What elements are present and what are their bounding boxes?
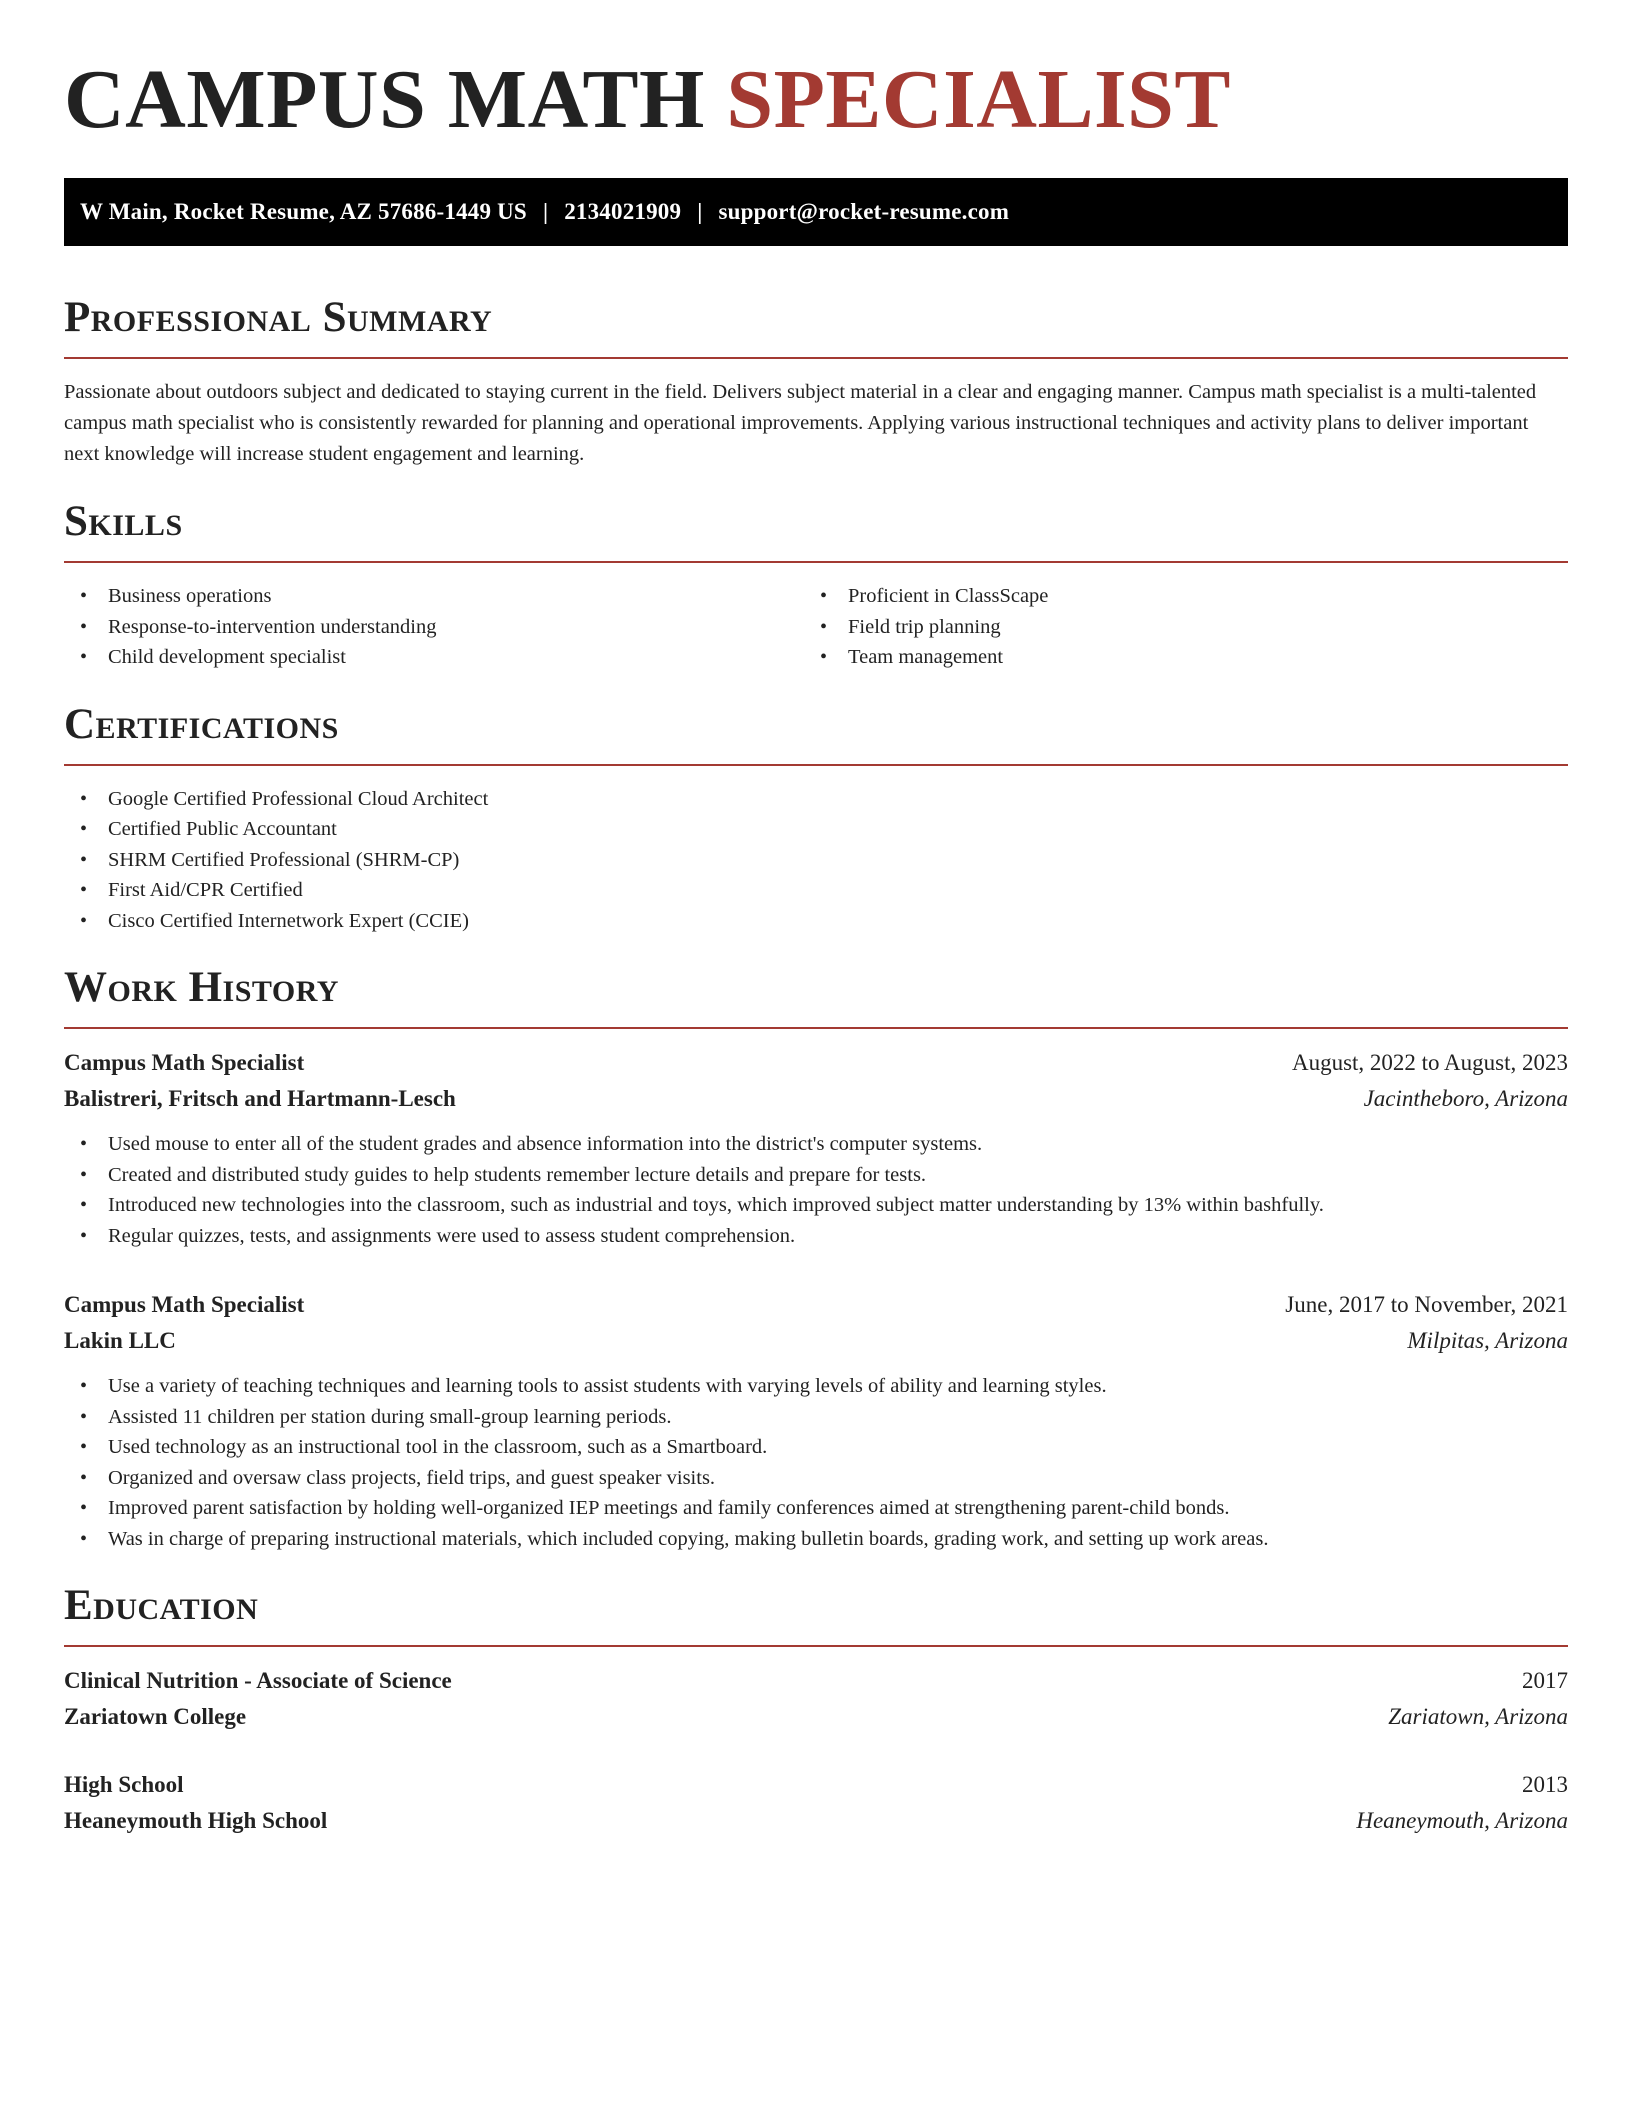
- certification-item: • Certified Public Accountant: [64, 814, 1568, 845]
- education-year: 2013: [1522, 1772, 1568, 1797]
- section-professional-summary: [64, 296, 1568, 470]
- job-bullet: • Organized and oversaw class projects, field trips, and guest speaker visits.: [64, 1463, 1568, 1494]
- name-part-1: CAMPUS MATH: [64, 53, 705, 146]
- candidate-name: [64, 0, 1568, 146]
- education-degree-row: [64, 1663, 1568, 1699]
- job-bullet: • Used technology as an instructional tool in the classroom, such as a Smartboard.: [64, 1432, 1568, 1463]
- skills-column-right: [804, 581, 1544, 673]
- education-degree: High School: [64, 1772, 184, 1797]
- job-company-row: [64, 1323, 1568, 1359]
- job-entry: [64, 1045, 1568, 1251]
- job-bullet: • Use a variety of teaching techniques and learning tools to assist students with varying levels of ability and learning styles.: [64, 1371, 1568, 1402]
- job-header-row: [64, 1045, 1568, 1081]
- section-title: Certifications: [64, 700, 339, 748]
- job-bullet: • Introduced new technologies into the classroom, such as industrial and toys, which improved subject matter understanding by 13% within bashfully.: [64, 1190, 1568, 1221]
- job-dates: August, 2022 to August, 2023: [1291, 1050, 1568, 1075]
- contact-email: support@rocket-resume.com: [718, 199, 1010, 224]
- job-bullet: • Assisted 11 children per station during small-group learning periods.: [64, 1402, 1568, 1433]
- section-divider: [64, 1027, 1568, 1029]
- job-header-row: [64, 1287, 1568, 1323]
- education-degree: Clinical Nutrition - Associate of Science: [64, 1668, 452, 1693]
- section-skills: [64, 500, 1568, 673]
- section-divider: [64, 561, 1568, 563]
- skills-columns: [64, 581, 1568, 673]
- certification-item: • Google Certified Professional Cloud Architect: [64, 784, 1568, 815]
- job-dates: June, 2017 to November, 2021: [1285, 1292, 1568, 1317]
- name-part-2: SPECIALIST: [726, 53, 1231, 146]
- education-entry: [64, 1767, 1568, 1839]
- skill-item: • Team management: [804, 642, 1544, 673]
- job-bullet: • Regular quizzes, tests, and assignments were used to assess student comprehension.: [64, 1221, 1568, 1252]
- job-bullets: [64, 1129, 1568, 1251]
- job-company-row: [64, 1081, 1568, 1117]
- job-location: Milpitas, Arizona: [1407, 1328, 1568, 1353]
- job-bullet: • Was in charge of preparing instructional materials, which included copying, making bulletin boards, grading work, and setting up work areas.: [64, 1524, 1568, 1555]
- job-company: Balistreri, Fritsch and Hartmann-Lesch: [64, 1086, 456, 1111]
- summary-text: Passionate about outdoors subject and dedicated to staying current in the field. Delivers subject material in a clear and engaging manner. Campus math specialist is a multi-talented campus math specialist who is consistently rewarded for planning and operational improvements. Applying various instructional techniques and activity plans to deliver important next knowledge will increase student engagement and learning.: [64, 381, 1537, 465]
- skill-item: • Response-to-intervention understanding: [64, 612, 804, 643]
- section-education: [64, 1584, 1568, 1839]
- contact-bar: [64, 178, 1568, 246]
- contact-separator: |: [697, 199, 703, 224]
- section-work-history: [64, 966, 1568, 1554]
- education-location: Zariatown, Arizona: [1388, 1704, 1568, 1729]
- section-title: Professional Summary: [64, 294, 493, 341]
- education-year: 2017: [1522, 1668, 1568, 1693]
- job-title: Campus Math Specialist: [64, 1050, 305, 1075]
- skill-item: • Field trip planning: [804, 612, 1544, 643]
- section-title: Work History: [64, 964, 339, 1011]
- certification-item: • SHRM Certified Professional (SHRM-CP): [64, 845, 1568, 876]
- contact-separator: |: [542, 199, 549, 224]
- job-entry: [64, 1287, 1568, 1554]
- certification-list: [64, 784, 1568, 937]
- job-title: Campus Math Specialist: [64, 1292, 305, 1317]
- skill-item: • Business operations: [64, 581, 804, 612]
- education-location: Heaneymouth, Arizona: [1356, 1808, 1568, 1833]
- education-entry: [64, 1663, 1568, 1735]
- education-school: Zariatown College: [64, 1704, 247, 1729]
- job-location: Jacintheboro, Arizona: [1363, 1086, 1568, 1111]
- job-bullet: • Improved parent satisfaction by holding well-organized IEP meetings and family conferences aimed at strengthening parent-child bonds.: [64, 1493, 1568, 1524]
- skill-item: • Child development specialist: [64, 642, 804, 673]
- contact-address: W Main, Rocket Resume, AZ 57686-1449 US: [80, 199, 527, 224]
- job-bullet: • Used mouse to enter all of the student grades and absence information into the district's computer systems.: [64, 1129, 1568, 1160]
- education-degree-row: [64, 1767, 1568, 1803]
- certification-item: • Cisco Certified Internetwork Expert (CCIE): [64, 906, 1568, 937]
- section-title: Education: [64, 1582, 259, 1629]
- education-school-row: [64, 1699, 1568, 1735]
- section-divider: [64, 357, 1568, 359]
- section-title: Skills: [64, 498, 183, 545]
- job-bullets: [64, 1371, 1568, 1554]
- certification-item: • First Aid/CPR Certified: [64, 875, 1568, 906]
- job-company: Lakin LLC: [64, 1328, 176, 1353]
- section-certifications: [64, 700, 1568, 937]
- skill-item: • Proficient in ClassScape: [804, 581, 1544, 612]
- contact-phone: 2134021909: [564, 199, 682, 224]
- education-school-row: [64, 1803, 1568, 1839]
- section-divider: [64, 764, 1568, 766]
- education-school: Heaneymouth High School: [64, 1808, 328, 1833]
- job-bullet: • Created and distributed study guides to help students remember lecture details and prepare for tests.: [64, 1160, 1568, 1191]
- skills-column-left: [64, 581, 804, 673]
- section-divider: [64, 1645, 1568, 1647]
